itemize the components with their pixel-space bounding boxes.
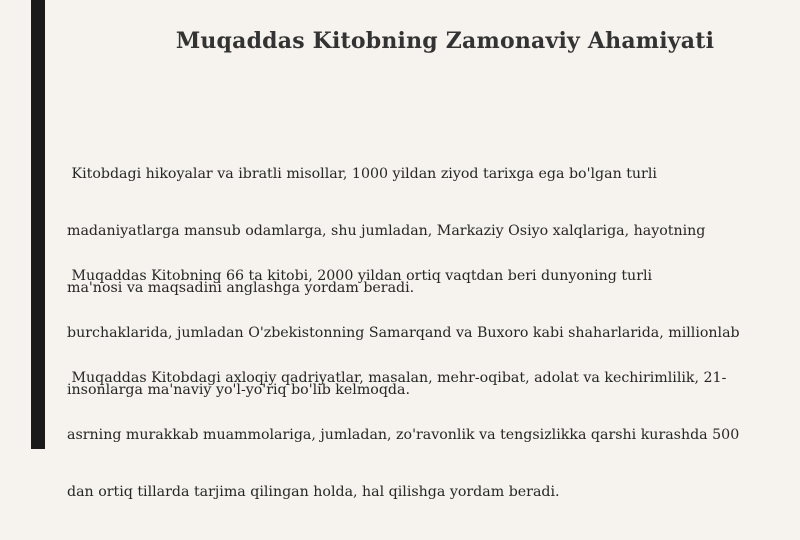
paragraph-line: insonlarga ma'naviy yo'l-yo'riq bo'lib kelmoqda. bbox=[67, 382, 410, 398]
paragraph-line: dan ortiq tillarda tarjima qilingan holda, hal qilishga yordam beradi. bbox=[67, 484, 560, 500]
paragraph-line: Muqaddas Kitobdagi axloqiy qadriyatlar, masalan, mehr-oqibat, adolat va kechirimlilik, 21- bbox=[67, 370, 727, 386]
paragraph-line: asrning murakkab muammolariga, jumladan, zo'ravonlik va tengsizlikka qarshi kurashda 500 bbox=[67, 427, 740, 443]
paragraph-3 bbox=[67, 331, 767, 540]
paragraph-line: madaniyatlarga mansub odamlarga, shu jumladan, Markaziy Osiyo xalqlariga, hayotning bbox=[67, 223, 706, 239]
left-accent-bar bbox=[31, 0, 45, 449]
paragraph-line: burchaklarida, jumladan O'zbekistonning Samarqand va Buxoro kabi shaharlarida, millionlab bbox=[67, 325, 740, 341]
paragraph-line: ma'nosi va maqsadini anglashga yordam beradi. bbox=[67, 280, 415, 296]
paragraph-line: Muqaddas Kitobning 66 ta kitobi, 2000 yildan ortiq vaqtdan beri dunyoning turli bbox=[67, 268, 653, 284]
paragraph-line: Kitobdagi hikoyalar va ibratli misollar, 1000 yildan ziyod tarixga ega bo'lgan turli bbox=[67, 166, 657, 182]
slide-title: Muqaddas Kitobning Zamonaviy Ahamiyati bbox=[175, 28, 715, 54]
